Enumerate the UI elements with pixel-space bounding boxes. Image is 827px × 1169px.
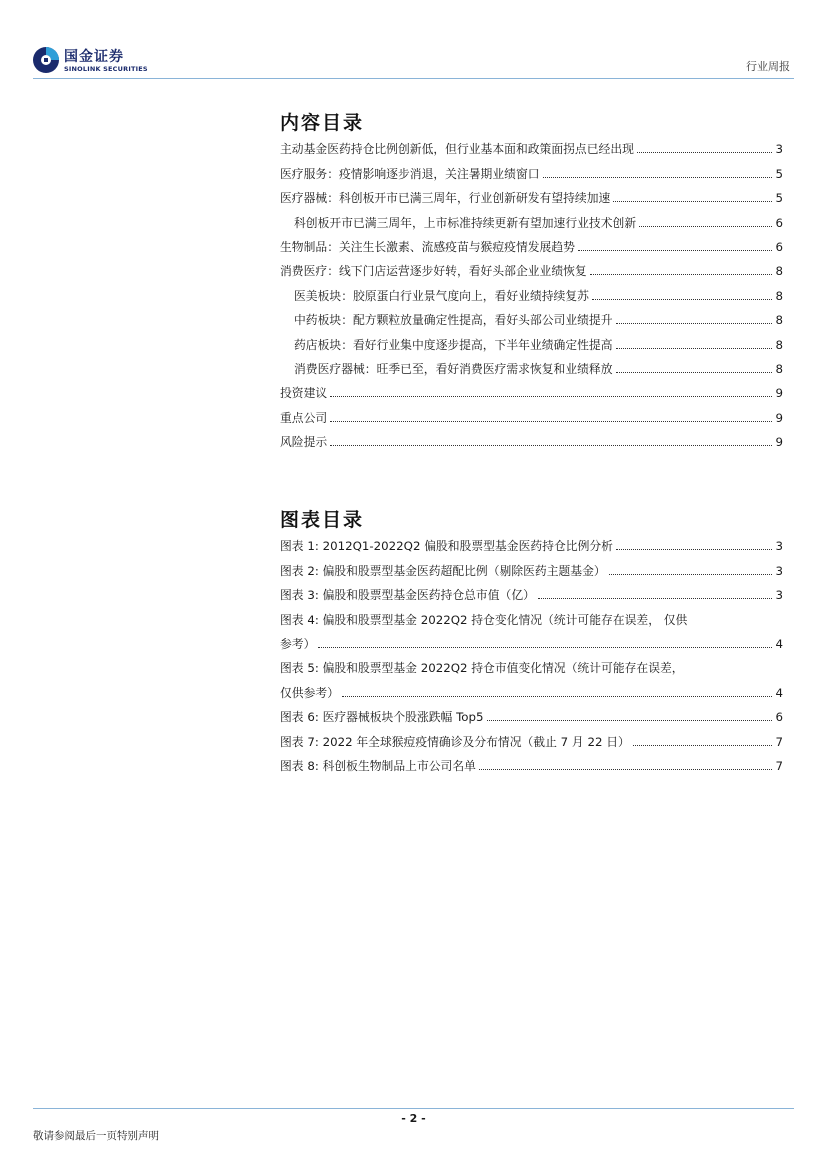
toc-subentry[interactable]: 中药板块：配方颗粒放量确定性提高，看好头部公司业绩提升 8 — [294, 313, 783, 328]
footer-divider — [33, 1108, 794, 1109]
figure-entry-line1[interactable]: 图表 4: 偏股和股票型基金 2022Q2 持仓变化情况（统计可能存在误差， 仅供 — [280, 612, 688, 627]
contents-list — [280, 133, 783, 450]
figure-entry[interactable]: 图表 7: 2022 年全球猴痘疫情确诊及分布情况（截止 7 月 22 日） 7 — [280, 734, 783, 749]
toc-subentry[interactable]: 科创板开市已满三周年，上市标准持续更新有望加速行业技术创新 6 — [294, 215, 783, 230]
figure-entry-line1[interactable]: 图表 5: 偏股和股票型基金 2022Q2 持仓市值变化情况（统计可能存在误差， — [280, 661, 684, 676]
figure-entry[interactable]: 图表 1: 2012Q1-2022Q2 偏股和股票型基金医药持仓比例分析 3 — [280, 539, 783, 554]
header-divider — [33, 78, 794, 79]
figure-entry[interactable]: 图表 2: 偏股和股票型基金医药超配比例（剔除医药主题基金） 3 — [280, 563, 783, 578]
toc-entry[interactable]: 投资建议 9 — [280, 386, 783, 401]
toc-entry[interactable]: 医疗器械：科创板开市已满三周年，行业创新研发有望持续加速 5 — [280, 191, 783, 206]
toc-entry[interactable]: 医疗服务：疫情影响逐步消退，关注暑期业绩窗口 5 — [280, 166, 783, 181]
figures-title: 图表目录 — [280, 509, 365, 531]
toc-entry[interactable]: 主动基金医药持仓比例创新低，但行业基本面和政策面拐点已经出现 3 — [280, 142, 783, 157]
figure-entry[interactable]: 图表 3: 偏股和股票型基金医药持仓总市值（亿） 3 — [280, 588, 783, 603]
figure-entry-line2[interactable]: 仅供参考） 4 — [280, 685, 783, 700]
figure-entry-line2[interactable]: 参考） 4 — [280, 636, 783, 651]
toc-entry[interactable]: 风险提示 9 — [280, 435, 783, 450]
report-type: 行业周报 — [746, 60, 790, 73]
disclaimer-note: 敬请参阅最后一页特别声明 — [33, 1130, 159, 1142]
toc-entry[interactable]: 消费医疗：线下门店运营逐步好转，看好头部企业业绩恢复 8 — [280, 264, 783, 279]
contents-title: 内容目录 — [280, 112, 365, 134]
logo-english-name: SINOLINK SECURITIES — [64, 65, 148, 73]
toc-subentry[interactable]: 药店板块：看好行业集中度逐步提高，下半年业绩确定性提高 8 — [294, 337, 783, 352]
toc-entry[interactable]: 重点公司 9 — [280, 410, 783, 425]
logo-chinese-name: 国金证券 — [64, 49, 124, 65]
sinolink-logo-icon — [32, 45, 60, 75]
page-number: - 2 - — [401, 1112, 426, 1125]
figure-entry[interactable]: 图表 8: 科创板生物制品上市公司名单 7 — [280, 758, 783, 773]
figure-entry[interactable]: 图表 6: 医疗器械板块个股涨跌幅 Top5 6 — [280, 710, 783, 725]
page-header — [0, 0, 827, 82]
toc-entry[interactable]: 生物制品：关注生长激素、流感疫苗与猴痘疫情发展趋势 6 — [280, 239, 783, 254]
company-logo — [32, 45, 152, 77]
toc-subentry[interactable]: 医美板块：胶原蛋白行业景气度向上，看好业绩持续复苏 8 — [294, 288, 783, 303]
toc-subentry[interactable]: 消费医疗器械：旺季已至，看好消费医疗需求恢复和业绩释放 8 — [294, 361, 783, 376]
figures-list — [280, 530, 783, 774]
